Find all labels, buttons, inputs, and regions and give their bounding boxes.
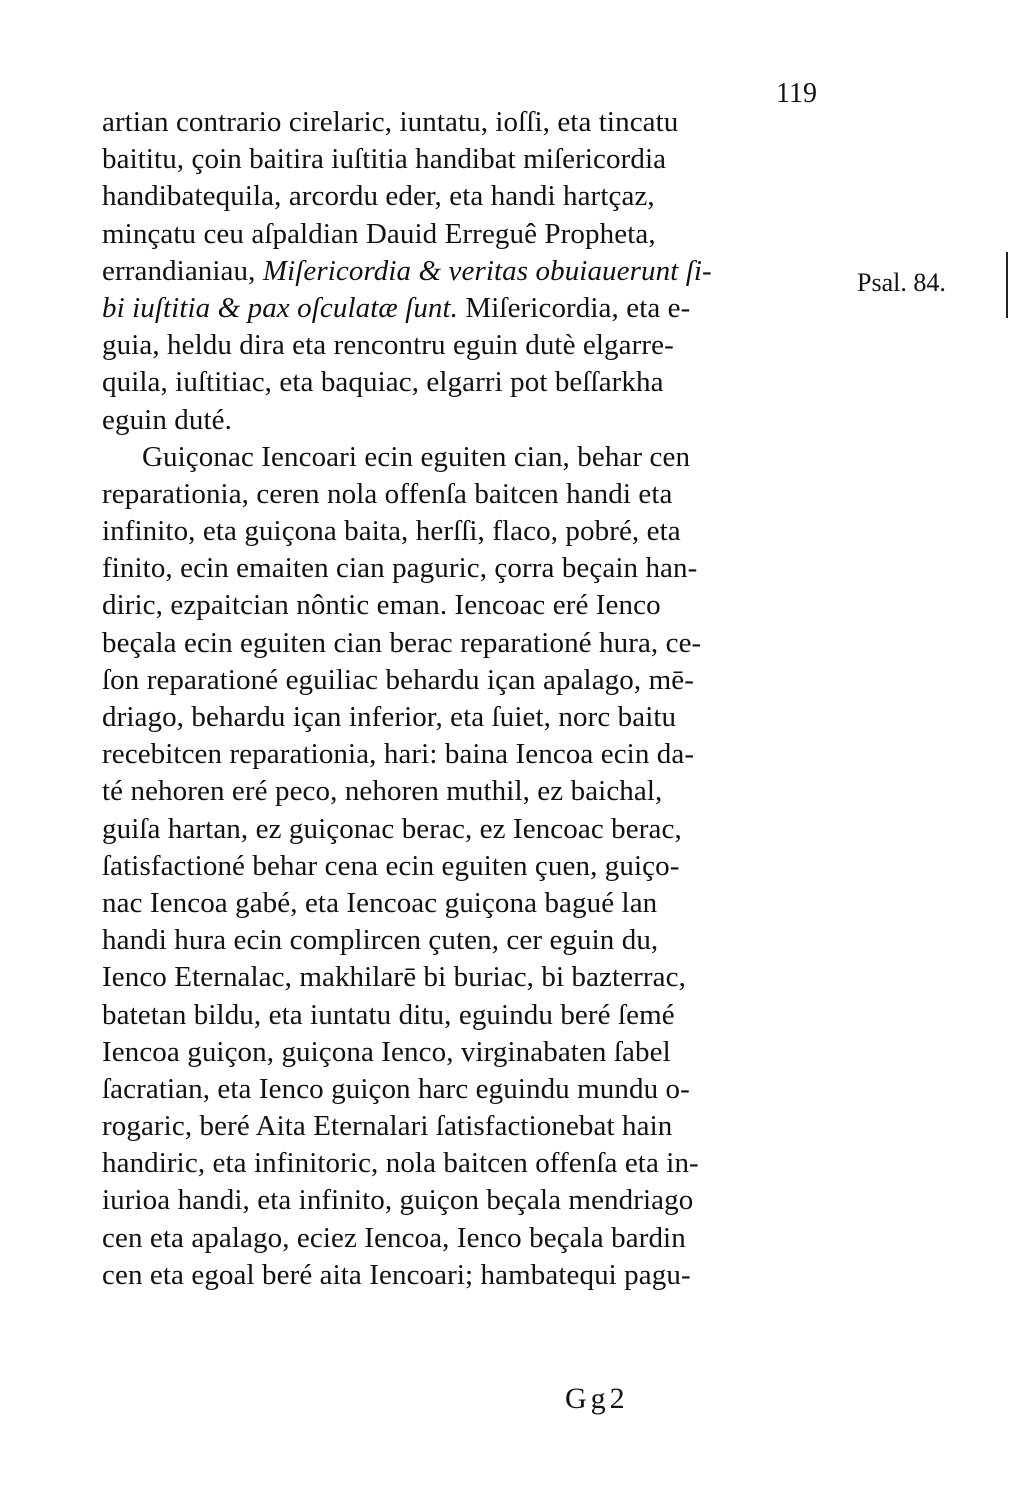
text-line: diric, ezpaitcian nôntic eman. Iencoac eré Ienco: [102, 589, 661, 622]
text-line: handibatequila, arcordu eder, eta handi hartçaz,: [102, 180, 655, 213]
margin-note-psalm-reference: Psal. 84.: [857, 268, 946, 297]
text-line: ſacratian, eta Ienco guiçon harc eguindu mundu o-: [102, 1072, 690, 1105]
text-line: driago, behardu içan inferior, eta ſuiet, norc baitu: [102, 701, 677, 733]
text-line: bi iuſtitia & pax oſculatæ ſunt. Miſericordia, eta e-: [102, 291, 691, 324]
text-line: beçala ecin eguiten cian berac reparationé hura, ce-: [102, 626, 702, 659]
text-line: eguin duté.: [102, 403, 232, 436]
body-text: [102, 104, 852, 1294]
text-line: ſon reparationé eguiliac behardu içan apalago, mē-: [102, 663, 694, 696]
latin-quotation: bi iuſtitia & pax oſculatæ ſunt.: [102, 291, 459, 324]
text-line: té nehoren eré peco, nehoren muthil, ez baichal,: [102, 775, 663, 808]
text-line: finito, ecin emaiten cian paguric, çorra beçain han-: [102, 552, 698, 585]
text-line: errandianiau, Miſericordia & veritas obuiauerunt ſi-: [102, 254, 712, 287]
text-line: Guiçonac Iencoari ecin eguiten cian, behar cen: [142, 440, 691, 473]
text-line: nac Iencoa gabé, eta Iencoac guiçona bagué lan: [102, 886, 658, 919]
text-line: cen eta egoal beré aita Iencoari; hambatequi pagu-: [102, 1258, 691, 1291]
text-line: minçatu ceu aſpaldian Dauid Erreguê Propheta,: [102, 217, 656, 250]
text-line: handi hura ecin complircen çuten, cer eguin du,: [102, 924, 659, 957]
text-line: infinito, eta guiçona baita, herſſi, flaco, pobré, eta: [102, 515, 681, 548]
text-line: artian contrario cirelaric, iuntatu, ioſſi, eta tincatu: [102, 106, 679, 138]
text-line: guia, heldu dira eta rencontru eguin dutè elgarre-: [102, 329, 674, 362]
text-line: Iencoa guiçon, guiçona Ienco, virginabaten ſabel: [102, 1035, 671, 1068]
page-number: 119: [776, 78, 817, 109]
text-line: cen eta apalago, eciez Iencoa, Ienco beçala bardin: [102, 1221, 686, 1254]
text-line: ſatisfactioné behar cena ecin eguiten çuen, guiço-: [102, 849, 680, 882]
text-line: reparationia, ceren nola offenſa baitcen handi eta: [102, 477, 673, 510]
text-line: guiſa hartan, ez guiçonac berac, ez Iencoac berac,: [102, 812, 682, 845]
text-line: rogaric, beré Aita Eternalari ſatisfactionebat hain: [102, 1110, 673, 1143]
text-line: baititu, çoin baitira iuſtitia handibat miſericordia: [102, 143, 667, 176]
signature-mark: Gg2: [565, 1382, 629, 1415]
text-line: batetan bildu, eta iuntatu ditu, eguindu beré ſemé: [102, 998, 675, 1031]
text-line: handiric, eta infinitoric, nola baitcen offenſa eta in-: [102, 1147, 699, 1180]
text-line: Ienco Eternalac, makhilarē bi buriac, bi bazterrac,: [102, 961, 686, 994]
text-line: quila, iuſtitiac, eta baquiac, elgarri pot beſſarkha: [102, 366, 664, 399]
margin-rule: [1006, 252, 1008, 318]
text-line: recebitcen reparationia, hari: baina Iencoa ecin da-: [102, 738, 695, 771]
latin-quotation: Miſericordia & veritas obuiauerunt ſi-: [262, 254, 712, 287]
text-line: iurioa handi, eta infinito, guiçon beçala mendriago: [102, 1184, 694, 1217]
